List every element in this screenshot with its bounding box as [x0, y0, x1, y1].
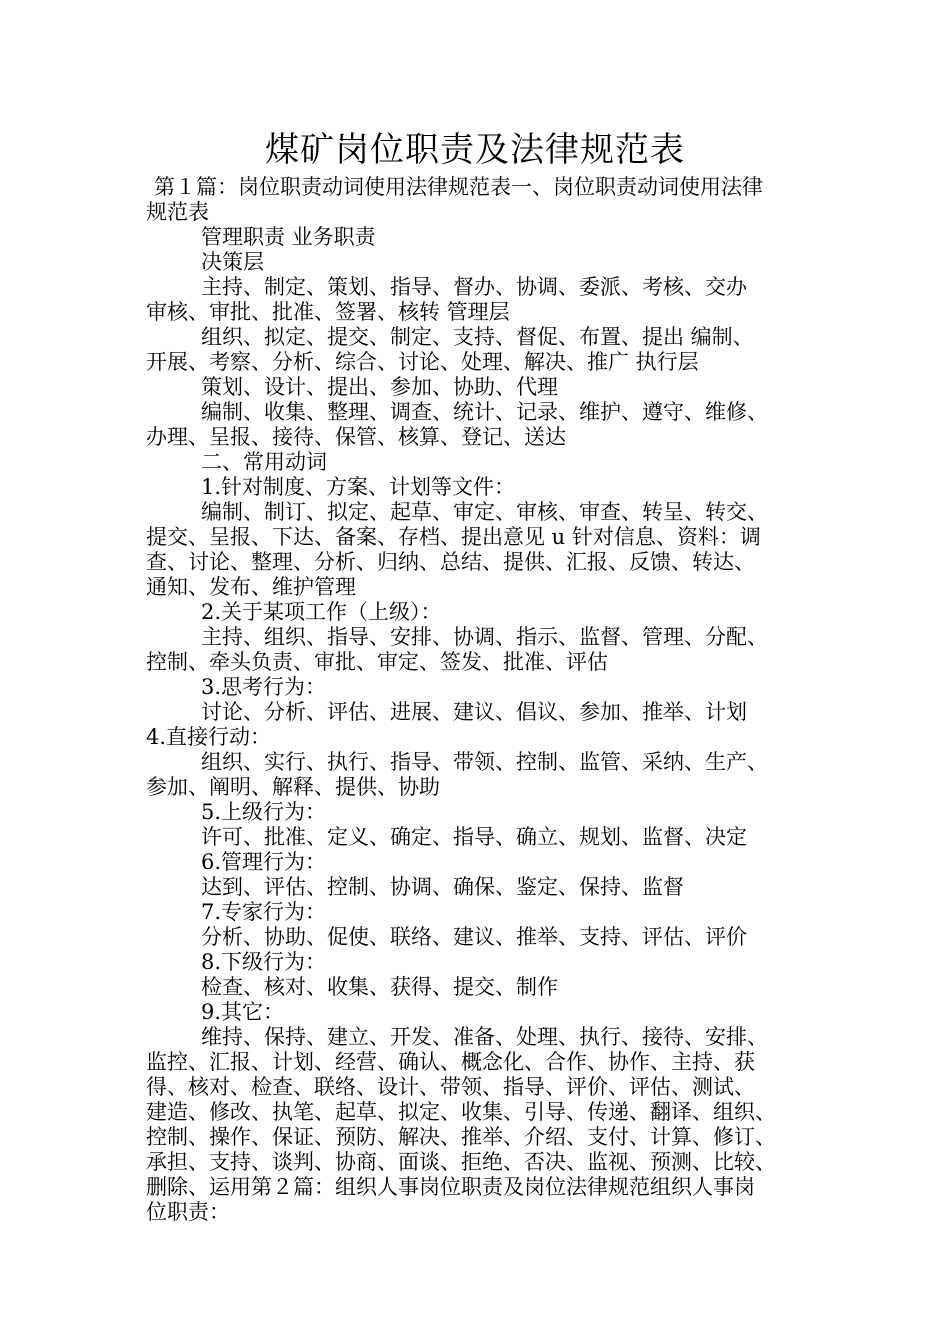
- text-line: 控制、牵头负责、审批、审定、签发、批准、评估: [146, 650, 608, 674]
- text-line: 管理职责 业务职责: [201, 225, 376, 249]
- text-line: 参加、阐明、解释、提供、协助: [146, 775, 440, 799]
- text-line: 8.下级行为：: [201, 950, 327, 974]
- text-line: 4.直接行动：: [146, 725, 272, 749]
- document-body: [146, 175, 816, 1225]
- text-line: 主持、制定、策划、指导、督办、协调、委派、考核、交办: [201, 275, 747, 299]
- text-line: 办理、呈报、接待、保管、核算、登记、送达: [146, 425, 566, 449]
- text-line: 决策层: [201, 250, 264, 274]
- text-line: 二、常用动词: [201, 450, 327, 474]
- text-line: 控制、操作、保证、预防、解决、推举、介绍、支付、计算、修订、: [146, 1125, 776, 1149]
- text-line: 删除、运用第２篇：组织人事岗位职责及岗位法律规范组织人事岗: [146, 1175, 755, 1199]
- text-line: 编制、制订、拟定、起草、审定、审核、审查、转呈、转交、: [201, 500, 768, 524]
- text-line: 达到、评估、控制、协调、确保、鉴定、保持、监督: [201, 875, 684, 899]
- text-line: 讨论、分析、评估、进展、建议、倡议、参加、推举、计划: [201, 700, 747, 724]
- text-line: 1.针对制度、方案、计划等文件：: [201, 475, 516, 499]
- text-line: 组织、拟定、提交、制定、支持、督促、布置、提出 编制、: [201, 325, 754, 349]
- text-line: 开展、考察、分析、综合、讨论、处理、解决、推广 执行层: [146, 350, 699, 374]
- text-line: 通知、发布、维护管理: [146, 575, 356, 599]
- text-line: 6.管理行为：: [201, 850, 327, 874]
- text-line: 3.思考行为：: [201, 675, 327, 699]
- text-line: 组织、实行、执行、指导、带领、控制、监管、采纳、生产、: [201, 750, 768, 774]
- text-line: 维持、保持、建立、开发、准备、处理、执行、接待、安排、: [201, 1025, 768, 1049]
- text-line: 策划、设计、提出、参加、协助、代理: [201, 375, 558, 399]
- document-title: 煤矿岗位职责及法律规范表: [265, 130, 685, 170]
- text-line: 7.专家行为：: [201, 900, 327, 924]
- text-line: 提交、呈报、下达、备案、存档、提出意见 u 针对信息、资料：调: [146, 525, 761, 549]
- text-line: 2.关于某项工作（上级）：: [201, 600, 442, 624]
- text-line: 检查、核对、收集、获得、提交、制作: [201, 975, 558, 999]
- text-line: 主持、组织、指导、安排、协调、指示、监督、管理、分配、: [201, 625, 768, 649]
- text-line: 第１篇：岗位职责动词使用法律规范表一、岗位职责动词使用法律: [154, 175, 763, 199]
- text-line: 承担、支持、谈判、协商、面谈、拒绝、否决、监视、预测、比较、: [146, 1150, 776, 1174]
- text-line: 许可、批准、定义、确定、指导、确立、规划、监督、决定: [201, 825, 747, 849]
- text-line: 5.上级行为：: [201, 800, 327, 824]
- text-line: 查、讨论、整理、分析、归纳、总结、提供、汇报、反馈、转达、: [146, 550, 755, 574]
- text-line: 监控、汇报、计划、经营、确认、概念化、合作、协作、主持、获: [146, 1050, 755, 1074]
- text-line: 分析、协助、促使、联络、建议、推举、支持、评估、评价: [201, 925, 747, 949]
- text-line: 审核、审批、批准、签署、核转 管理层: [146, 300, 510, 324]
- text-line: 编制、收集、整理、调查、统计、记录、维护、遵守、维修、: [201, 400, 768, 424]
- text-line: 规范表: [146, 200, 209, 224]
- text-line: 建造、修改、执笔、起草、拟定、收集、引导、传递、翻译、组织、: [146, 1100, 776, 1124]
- text-line: 得、核对、检查、联络、设计、带领、指导、评价、评估、测试、: [146, 1075, 755, 1099]
- text-line: 9.其它：: [201, 1000, 285, 1024]
- text-line: 位职责：: [146, 1200, 230, 1224]
